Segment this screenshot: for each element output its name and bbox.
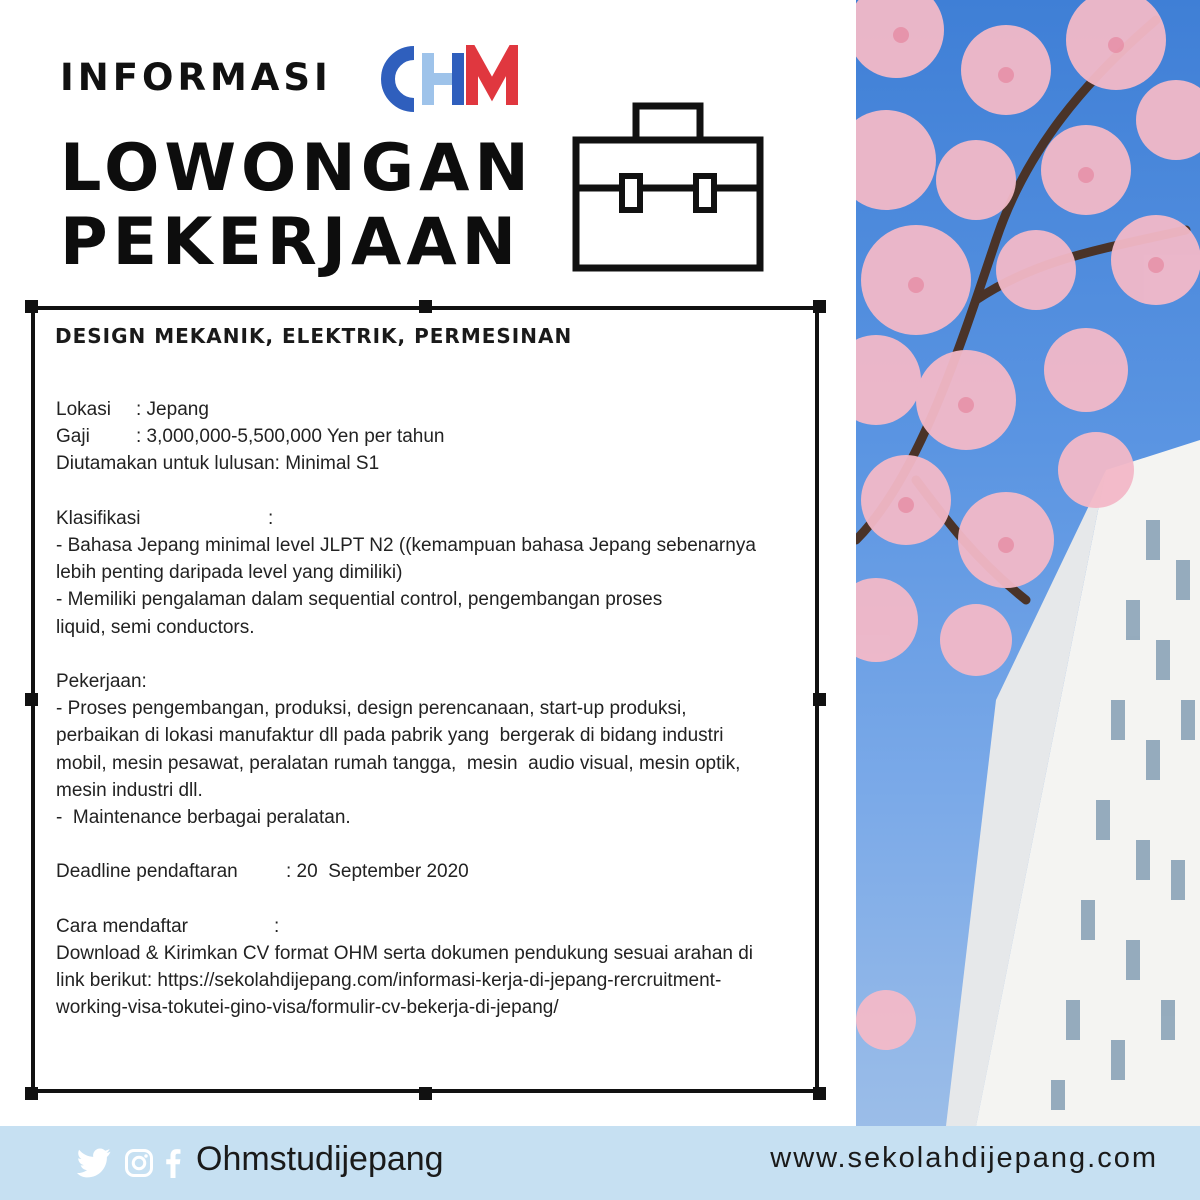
cara-row <box>56 913 816 940</box>
cara-line: link berikut: https://sekolahdijepang.com/informasi-kerja-di-jepang-rercruitment- <box>56 970 722 992</box>
lokasi-row <box>56 396 816 423</box>
job-description <box>56 396 816 1022</box>
klasifikasi-row <box>56 505 816 532</box>
klasifikasi-line: lebih penting daripada level yang dimiliki) <box>56 562 403 584</box>
gaji-value: : 3,000,000-5,500,000 Yen per tahun <box>136 426 445 448</box>
lokasi-label: Lokasi <box>56 399 111 420</box>
klasifikasi-colon: : <box>268 507 274 529</box>
briefcase-icon <box>570 100 766 276</box>
frame-corner-handle <box>25 1087 38 1100</box>
frame-corner-handle <box>813 300 826 313</box>
deadline-value: : 20 September 2020 <box>286 861 469 883</box>
frame-corner-handle <box>813 1087 826 1100</box>
job-title: DESIGN MEKANIK, ELEKTRIK, PERMESINAN <box>55 324 573 348</box>
gaji-row <box>56 423 816 450</box>
title-line-1: LOWONGAN <box>60 131 534 206</box>
pekerjaan-line: - Proses pengembangan, produksi, design perencanaan, start-up produksi, <box>56 698 687 720</box>
klasifikasi-line: - Bahasa Jepang minimal level JLPT N2 ((kemampuan bahasa Jepang sebenarnya <box>56 535 756 556</box>
cara-line: Download & Kirimkan CV format OHM serta dokumen pendukung sesuai arahan di <box>56 943 754 964</box>
frame-edge-handle <box>419 1087 432 1100</box>
cara-line: working-visa-tokutei-gino-visa/formulir-cv-bekerja-di-jepang/ <box>56 997 559 1019</box>
cara-label: Cara mendaftar <box>56 915 189 937</box>
frame-edge-handle <box>25 693 38 706</box>
facebook-icon[interactable] <box>164 1148 182 1178</box>
lokasi-value: : Jepang <box>136 399 209 420</box>
klasifikasi-line: - Memiliki pengalaman dalam sequential control, pengembangan proses <box>56 589 663 611</box>
klasifikasi-label: Klasifikasi <box>56 507 141 529</box>
gaji-label: Gaji <box>56 426 90 448</box>
website-link[interactable]: www.sekolahdijepang.com <box>770 1142 1158 1174</box>
deadline-label: Deadline pendaftaran <box>56 861 238 883</box>
lulusan-text: Diutamakan untuk lulusan: Minimal S1 <box>56 453 380 475</box>
page-title <box>60 132 534 280</box>
ohm-logo <box>380 45 520 113</box>
twitter-icon[interactable] <box>76 1148 112 1178</box>
pekerjaan-line: - Maintenance berbagai peralatan. <box>56 807 351 829</box>
social-handle[interactable]: Ohmstudijepang <box>196 1140 444 1178</box>
photo-illustration <box>856 0 1200 1126</box>
pekerjaan-line: mobil, mesin pesawat, peralatan rumah tangga, mesin audio visual, mesin optik, <box>56 752 741 774</box>
frame-edge-handle <box>419 300 432 313</box>
cara-colon: : <box>274 915 280 937</box>
frame-corner-handle <box>25 300 38 313</box>
informasi-label: INFORMASI <box>60 56 332 99</box>
pekerjaan-line: mesin industri dll. <box>56 779 203 801</box>
klasifikasi-line: liquid, semi conductors. <box>56 616 255 638</box>
deadline-row <box>56 858 816 885</box>
pekerjaan-line: perbaikan di lokasi manufaktur dll pada pabrik yang bergerak di bidang industri <box>56 725 724 747</box>
cherry-blossom-photo <box>856 0 1200 1126</box>
instagram-icon[interactable] <box>124 1148 154 1178</box>
title-line-2: PEKERJAAN <box>60 205 522 280</box>
pekerjaan-label: Pekerjaan: <box>56 671 147 692</box>
